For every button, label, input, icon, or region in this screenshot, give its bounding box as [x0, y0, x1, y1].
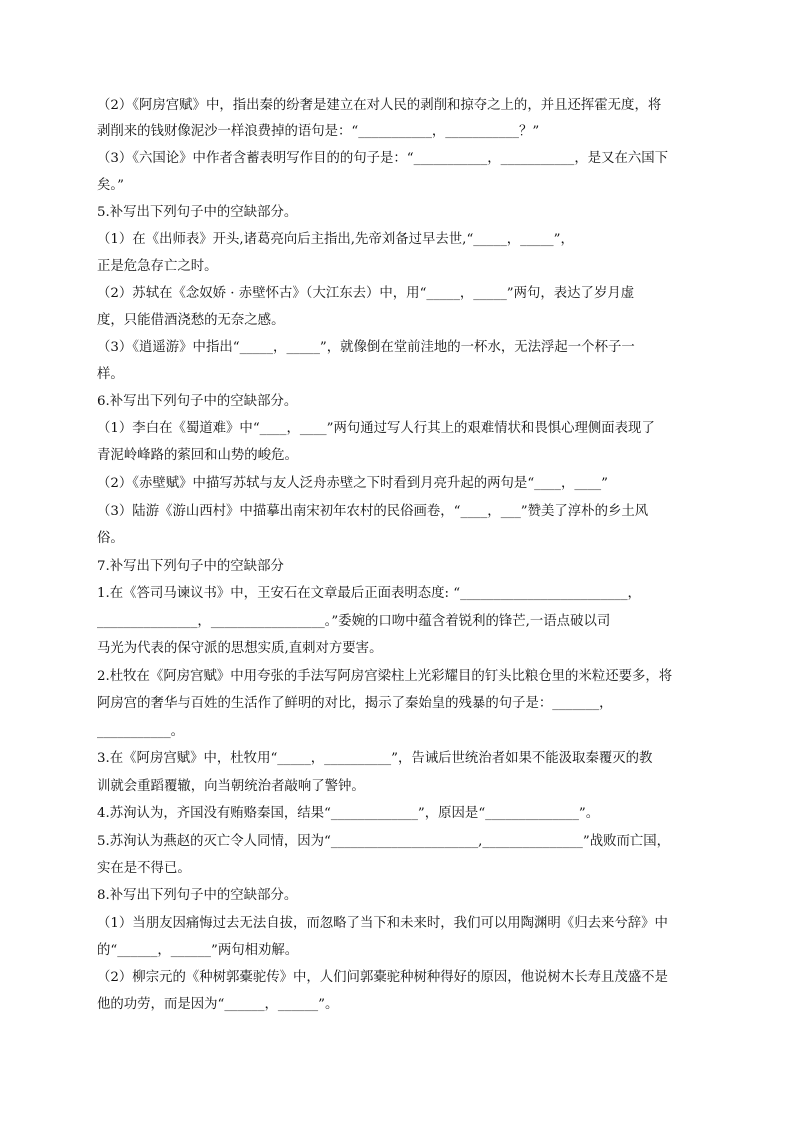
text-line: 5.苏洵认为燕赵的灭亡令人同情，因为“______________________,_______________”战败而亡国， [97, 834, 671, 849]
text-line: （3）《逍遥游》中指出“_____，_____”，就像倒在堂前洼地的一杯水，无法浮起一个杯子一 [97, 340, 635, 355]
text-line: 他的功劳，而是因为“______，______”。 [97, 997, 339, 1012]
text-line: 2.杜牧在《阿房宫赋》中用夸张的手法写阿房宫梁柱上光彩耀目的钉头比粮仓里的米粒还要多，将 [97, 669, 673, 684]
text-line: （2）柳宗元的《种树郭橐驼传》中，人们问郭橐驼种树种得好的原因，他说树木长寿且茂盛不是 [97, 970, 668, 985]
text-line: 矣。” [97, 178, 124, 193]
text-line: （2）苏轼在《念奴娇 · 赤壁怀古》（大江东去）中，用“_____，_____”两句，表达了岁月虚 [97, 286, 635, 301]
section-heading: 7.补写出下列句子中的空缺部分 [97, 559, 284, 574]
text-line: 俗。 [97, 531, 124, 546]
text-line: 1.在《答司马谏议书》中，王安石在文章最后正面表明态度: “_________________________， [97, 586, 641, 601]
text-line: 3.在《阿房宫赋》中，杜牧用“_____，__________”，告诫后世统治者如果不能汲取秦覆灭的教 [97, 751, 653, 766]
text-line: 剥削来的钱财像泥沙一样浪费掉的语句是：“___________，___________？” [97, 124, 540, 139]
section-heading: 6.补写出下列句子中的空缺部分。 [97, 394, 298, 409]
text-line: 青泥岭峰路的萦回和山势的峻危。 [97, 448, 298, 463]
text-line: ___________。 [97, 724, 185, 739]
text-line: （2）《阿房宫赋》中，指出秦的纷奢是建立在对人民的剥削和掠夺之上的，并且还挥霍无度，将 [97, 98, 662, 113]
text-line: _______________，_________________。”委婉的口吻中蕴含着锐利的锋芒,一语点破以司 [97, 614, 611, 629]
text-line: 的“______，______”两句相劝解。 [97, 943, 299, 958]
section-heading: 8.补写出下列句子中的空缺部分。 [97, 888, 298, 903]
text-line: 马光为代表的保守派的思想实质,直刺对方要害。 [97, 641, 383, 656]
text-line: 实在是不得已。 [97, 861, 191, 876]
text-line: （1）李白在《蜀道难》中“____，____”两句通过写人行其上的艰难情状和畏惧心理侧面表现了 [97, 421, 655, 436]
text-line: （3）《六国论》中作者含蓄表明写作目的的句子是：“___________，___________，是又在六国下 [97, 151, 669, 166]
text-line: 4.苏洵认为，齐国没有贿赂秦国，结果“_____________”，原因是“______________”。 [97, 806, 600, 821]
text-line: （3）陆游《游山西村》中描摹出南宋初年农村的民俗画卷，“____，___”赞美了淳朴的乡土风 [97, 504, 649, 519]
text-line: 样。 [97, 367, 124, 382]
text-line: 阿房宫的奢华与百姓的生活作了鲜明的对比，揭示了秦始皇的残暴的句子是：_______， [97, 696, 613, 711]
section-heading: 5.补写出下列句子中的空缺部分。 [97, 205, 298, 220]
text-line: 正是危急存亡之时。 [97, 259, 218, 274]
text-line: 训就会重蹈覆辙，向当朝统治者敲响了警钟。 [97, 779, 365, 794]
text-line: 度，只能借酒浇愁的无奈之感。 [97, 313, 285, 328]
text-line: （1）当朋友因痛悔过去无法自拔，而忽略了当下和未来时，我们可以用陶渊明《归去来兮辞》中 [97, 916, 668, 931]
text-line: （1）在《出师表》开头,诸葛亮向后主指出,先帝刘备过早去世,“_____，_____”， [97, 232, 574, 247]
text-line: （2）《赤壁赋》中描写苏轼与友人泛舟赤壁之下时看到月亮升起的两句是“____，____” [97, 476, 608, 491]
